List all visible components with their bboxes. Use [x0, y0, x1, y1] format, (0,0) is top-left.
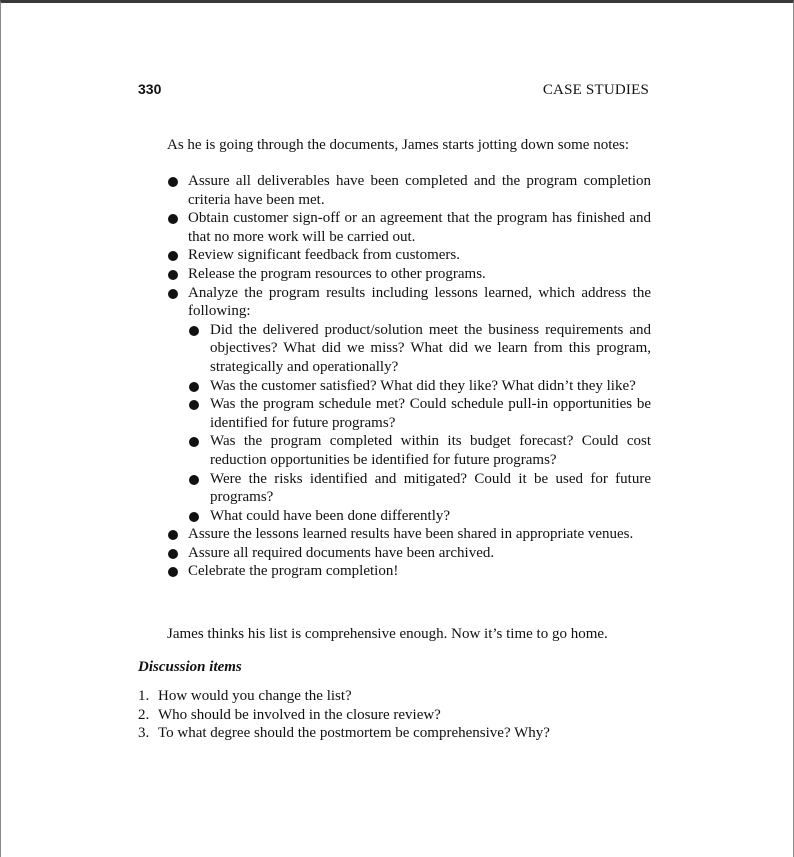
- note-item: Obtain customer sign-off or an agreement that the program has finished and that no more work will be carried out.: [167, 209, 651, 246]
- closing-paragraph: James thinks his list is comprehensive enough. Now it’s time to go home.: [167, 626, 608, 642]
- discussion-heading: Discussion items: [138, 659, 242, 675]
- note-item: Celebrate the program completion!: [167, 562, 651, 581]
- discussion-item-number: 3.: [138, 725, 150, 742]
- sub-note-item: Did the delivered product/solution meet the business requirements and objectives? What did we miss? What did we learn from this program, strategically and operationally?: [188, 321, 651, 377]
- discussion-item-text: Who should be involved in the closure review?: [158, 706, 441, 723]
- discussion-item-number: 2.: [138, 706, 150, 723]
- discussion-list: [138, 687, 550, 743]
- note-item-analyze: [167, 284, 651, 526]
- sub-note-item: Was the customer satisfied? What did they like? What didn’t they like?: [188, 377, 651, 396]
- discussion-item: [138, 687, 550, 706]
- note-item: Release the program resources to other programs.: [167, 265, 651, 284]
- discussion-item: [138, 724, 550, 743]
- discussion-item: [138, 706, 550, 725]
- note-item: Assure all deliverables have been completed and the program completion criteria have been met.: [167, 172, 651, 209]
- sub-note-item: What could have been done differently?: [188, 507, 651, 526]
- note-item: Assure the lessons learned results have been shared in appropriate venues.: [167, 525, 651, 544]
- intro-paragraph: As he is going through the documents, James starts jotting down some notes:: [167, 137, 630, 153]
- sub-note-item: Were the risks identified and mitigated? Could it be used for future programs?: [188, 470, 651, 507]
- discussion-item-number: 1.: [138, 688, 150, 704]
- note-item: Review significant feedback from customers.: [167, 246, 651, 265]
- sub-note-item: Was the program completed within its budget forecast? Could cost reduction opportunities be identified for future programs?: [188, 432, 651, 469]
- discussion-item-text: How would you change the list?: [158, 688, 352, 704]
- discussion-item-text: To what degree should the postmortem be comprehensive? Why?: [158, 725, 550, 742]
- running-head: CASE STUDIES: [542, 82, 649, 98]
- note-item: Assure all required documents have been archived.: [167, 544, 651, 563]
- notes-list: [167, 172, 651, 581]
- analysis-sublist: [188, 321, 651, 526]
- sub-note-item: Was the program schedule met? Could schedule pull-in opportunities be identified for future programs?: [188, 395, 651, 432]
- page-number: 330: [138, 81, 162, 97]
- note-item-text: Analyze the program results including lessons learned, which address the following:: [188, 284, 651, 320]
